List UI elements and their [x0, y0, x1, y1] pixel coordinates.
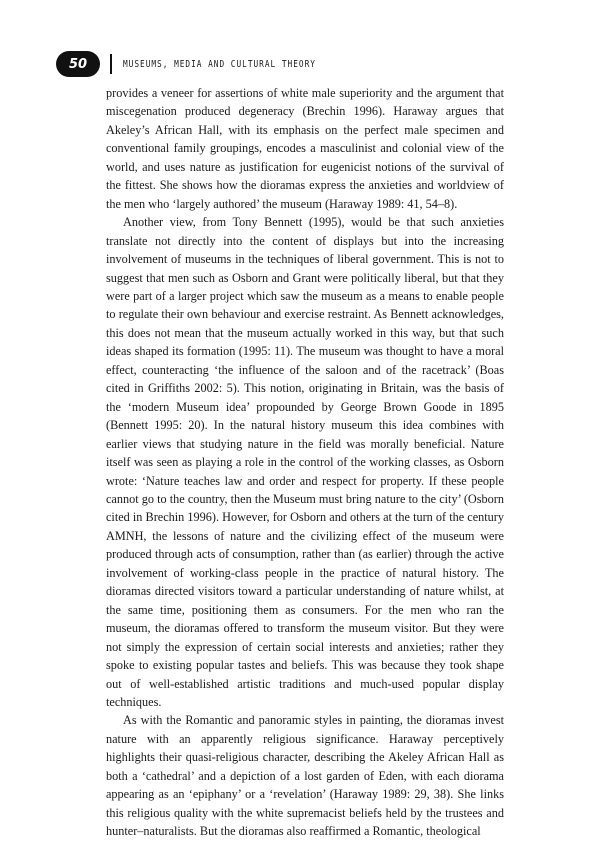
body-text [106, 84, 504, 841]
running-head-divider [110, 54, 112, 74]
paragraph: Another view, from Tony Bennett (1995), would be that such anxieties translate not directly into the content of displays but into the increasing involvement of museums in the techniques of liberal government. This is not to suggest that men such as Osborn and Grant were politically liberal, but that they were part of a larger project which saw the museum as a means to enable people to regulate their own behaviour and exercise restraint. As Bennett acknowledges, this does not mean that the museum actually worked in this way, but that such ideas shaped its formation (1995: 11). The museum was thought to have a moral effect, counteracting ‘the influence of the saloon and of the racetrack’ (Boas cited in Griffiths 2002: 5). This notion, originating in Britain, was the basis of the ‘modern Museum idea’ propounded by George Brown Goode in 1895 (Bennett 1995: 20). In the natural history museum this idea combines with earlier views that studying nature in the field was morally beneficial. Nature itself was seen as playing a role in the control of the working classes, as Osborn wrote: ‘Nature teaches law and order and respect for property. If these people cannot go to the country, then the Museum must bring nature to the city’ (Osborn cited in Brechin 1996). However, for Osborn and others at the turn of the century AMNH, the lessons of nature and the civilizing effect of the museum were produced through acts of consumption, rather than (as earlier) through the active involvement of working-class people in the practice of natural history. The dioramas directed visitors toward a particular understanding of nature whilst, at the same time, positioning them as consumers. For the men who ran the museum, the dioramas offered to transform the museum visitor. But they were not simply the expression of certain social interests and anxieties; rather they spoke to existing popular tastes and beliefs. This was because they took shape out of well-established artistic traditions and much-used popular display techniques. [106, 215, 504, 709]
page-number: 50 [56, 51, 100, 77]
paragraph: As with the Romantic and panoramic styles in painting, the dioramas invest nature with an apparently religious significance. Haraway perceptively highlights their quasi-religious character, describing the Akeley African Hall as both a ‘cathedral’ and a depiction of a lost garden of Eden, with each diorama appearing as an ‘epiphany’ or a ‘revelation’ (Haraway 1989: 29, 38). She links this religious quality with the white supremacist beliefs held by the trustees and hunter–naturalists. But the dioramas also reaffirmed a Romantic, theological [106, 713, 504, 839]
running-head [56, 51, 358, 77]
paragraph: provides a veneer for assertions of white male superiority and the argument that miscegenation produced degeneracy (Brechin 1996). Haraway argues that Akeley’s African Hall, with its emphasis on the perfect male specimen and conventional family groupings, encodes a masculinist and colonial view of the world, and uses nature as justification for eugenicist notions of the survival of the fittest. She shows how the dioramas express the anxieties and worldview of the men who ‘largely authored’ the museum (Haraway 1989: 41, 54–8). [106, 86, 504, 211]
running-head-title: MUSEUMS, MEDIA AND CULTURAL THEORY [123, 58, 316, 70]
